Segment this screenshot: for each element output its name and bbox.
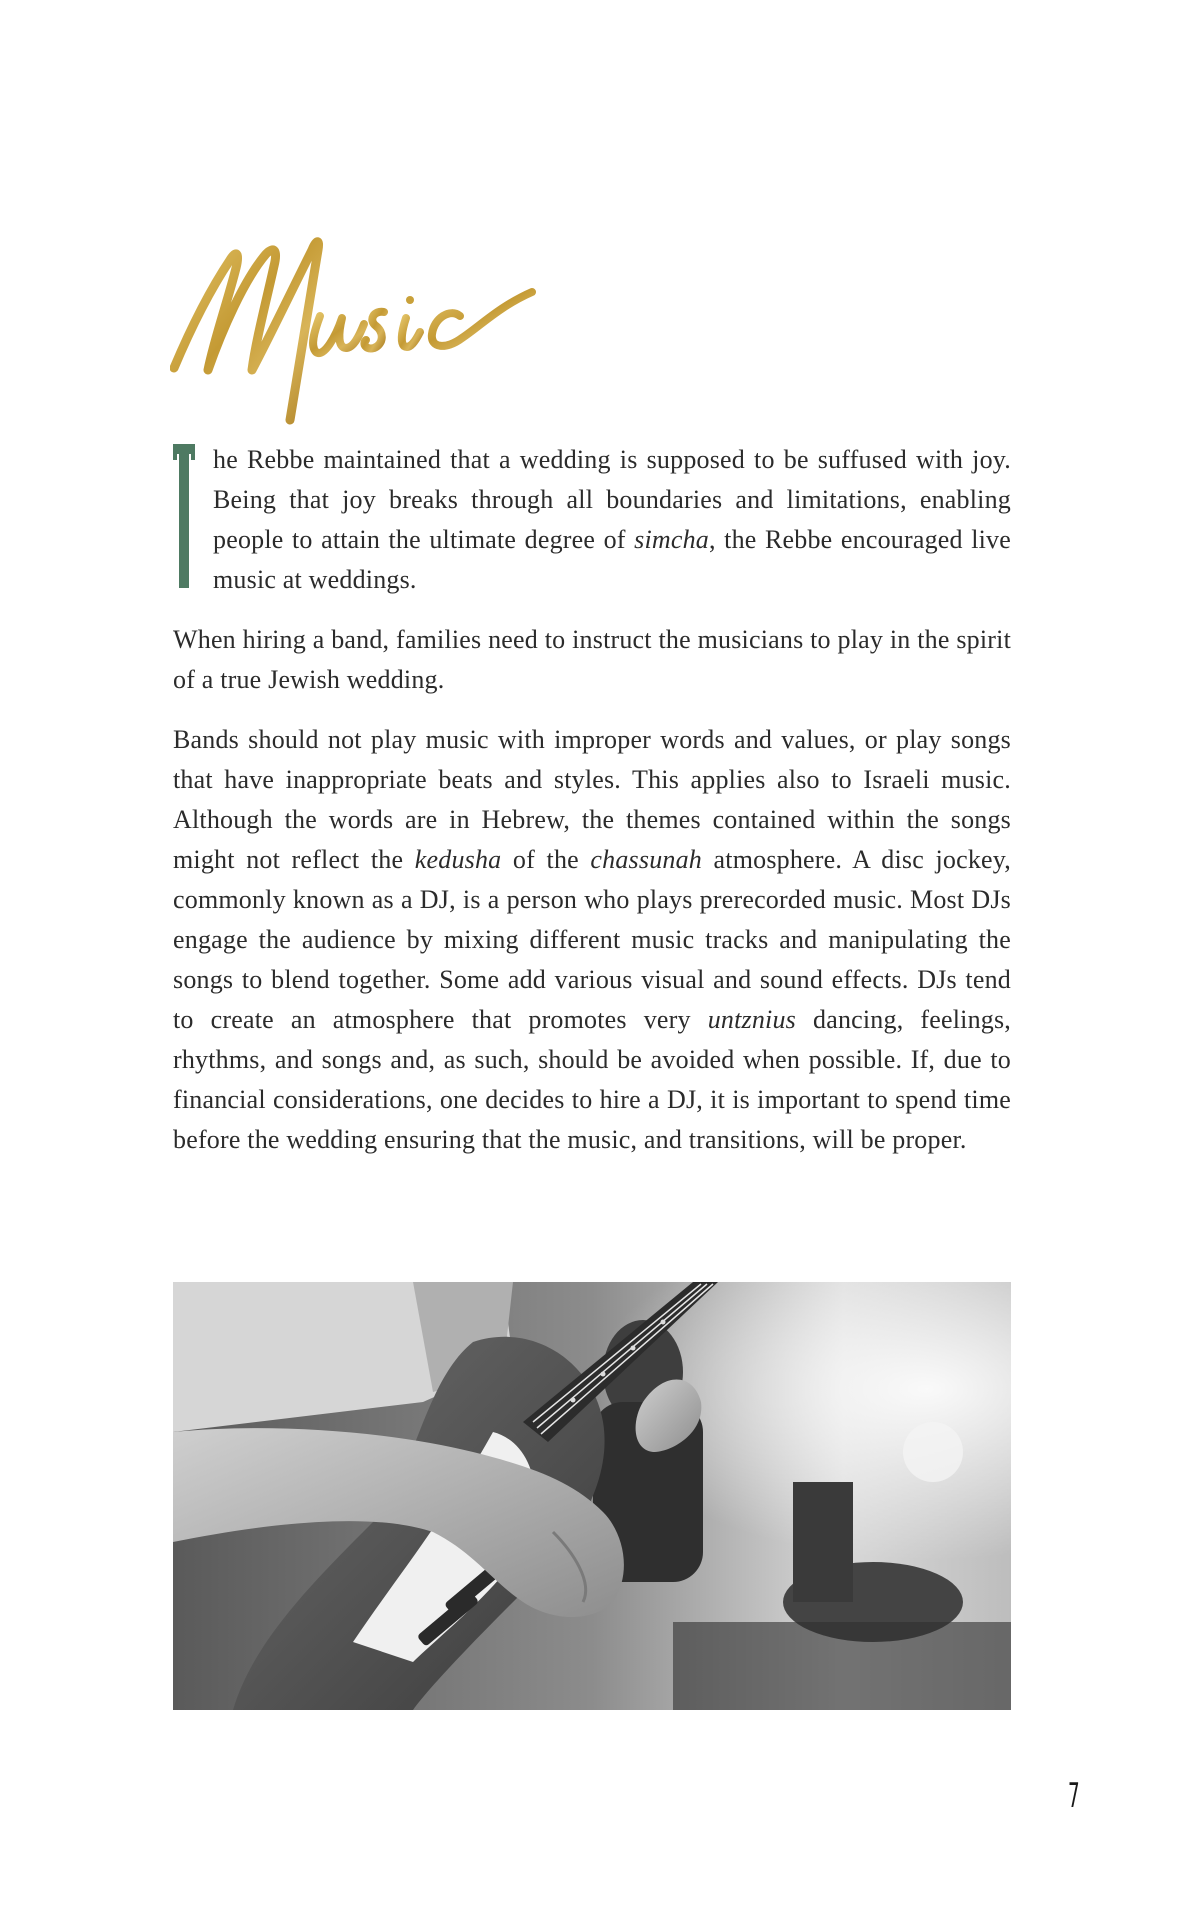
drop-cap (173, 444, 195, 588)
drop-cap-letter-t (173, 444, 195, 588)
paragraph-band-hiring: When hiring a band, families need to instruct the musicians to play in the spirit of a true Jewish wedding. (173, 625, 1011, 694)
lead-term-simcha: simcha (634, 525, 709, 554)
guitar-photo-illustration (173, 1282, 1011, 1710)
p3-term-chassunah: chassunah (590, 845, 702, 874)
p3-text-3: atmosphere. A disc jockey, commonly known as a DJ, is a person who plays prerecorded music. Most DJs engage the audience by mixing different music tracks and manipulating the songs to blend together. Some add various visual and sound effects. DJs tend to create an atmosphere that promotes very (173, 845, 1011, 1034)
lead-paragraph-text (213, 440, 1011, 600)
guitarist-photo (173, 1282, 1011, 1710)
p3-text-1: Bands should not play music with improper words and values, or play songs that have inappropriate beats and styles. This applies also to Israeli music. Although the words are in Hebrew, the themes contained within the songs might not reflect the (173, 725, 1011, 874)
paragraph-dj (173, 720, 1011, 1160)
p3-text-2: of the (501, 845, 591, 874)
p3-text-4: dancing, feelings, rhythms, and songs and, as such, should be avoided when possible. If, due to financial considerations, one decides to hire a DJ, it is important to spend time before the wedding ensuring that the music, and transitions, will be proper. (173, 1005, 1011, 1154)
p3-term-kedusha: kedusha (414, 845, 502, 874)
lead-paragraph (173, 440, 1011, 600)
page-title (170, 220, 550, 440)
lead-text-2: , the Rebbe encouraged live music at weddings. (213, 525, 1011, 594)
article-body (173, 440, 1011, 1180)
page-number: 7 (1068, 1776, 1080, 1816)
p3-term-untznius: untznius (707, 1005, 797, 1034)
lead-text-1: he Rebbe maintained that a wedding is supposed to be suffused with joy. Being that joy breaks through all boundaries and limitations, enabling people to attain the ultimate degree of (213, 445, 1011, 554)
title-script-lettering (170, 220, 550, 440)
